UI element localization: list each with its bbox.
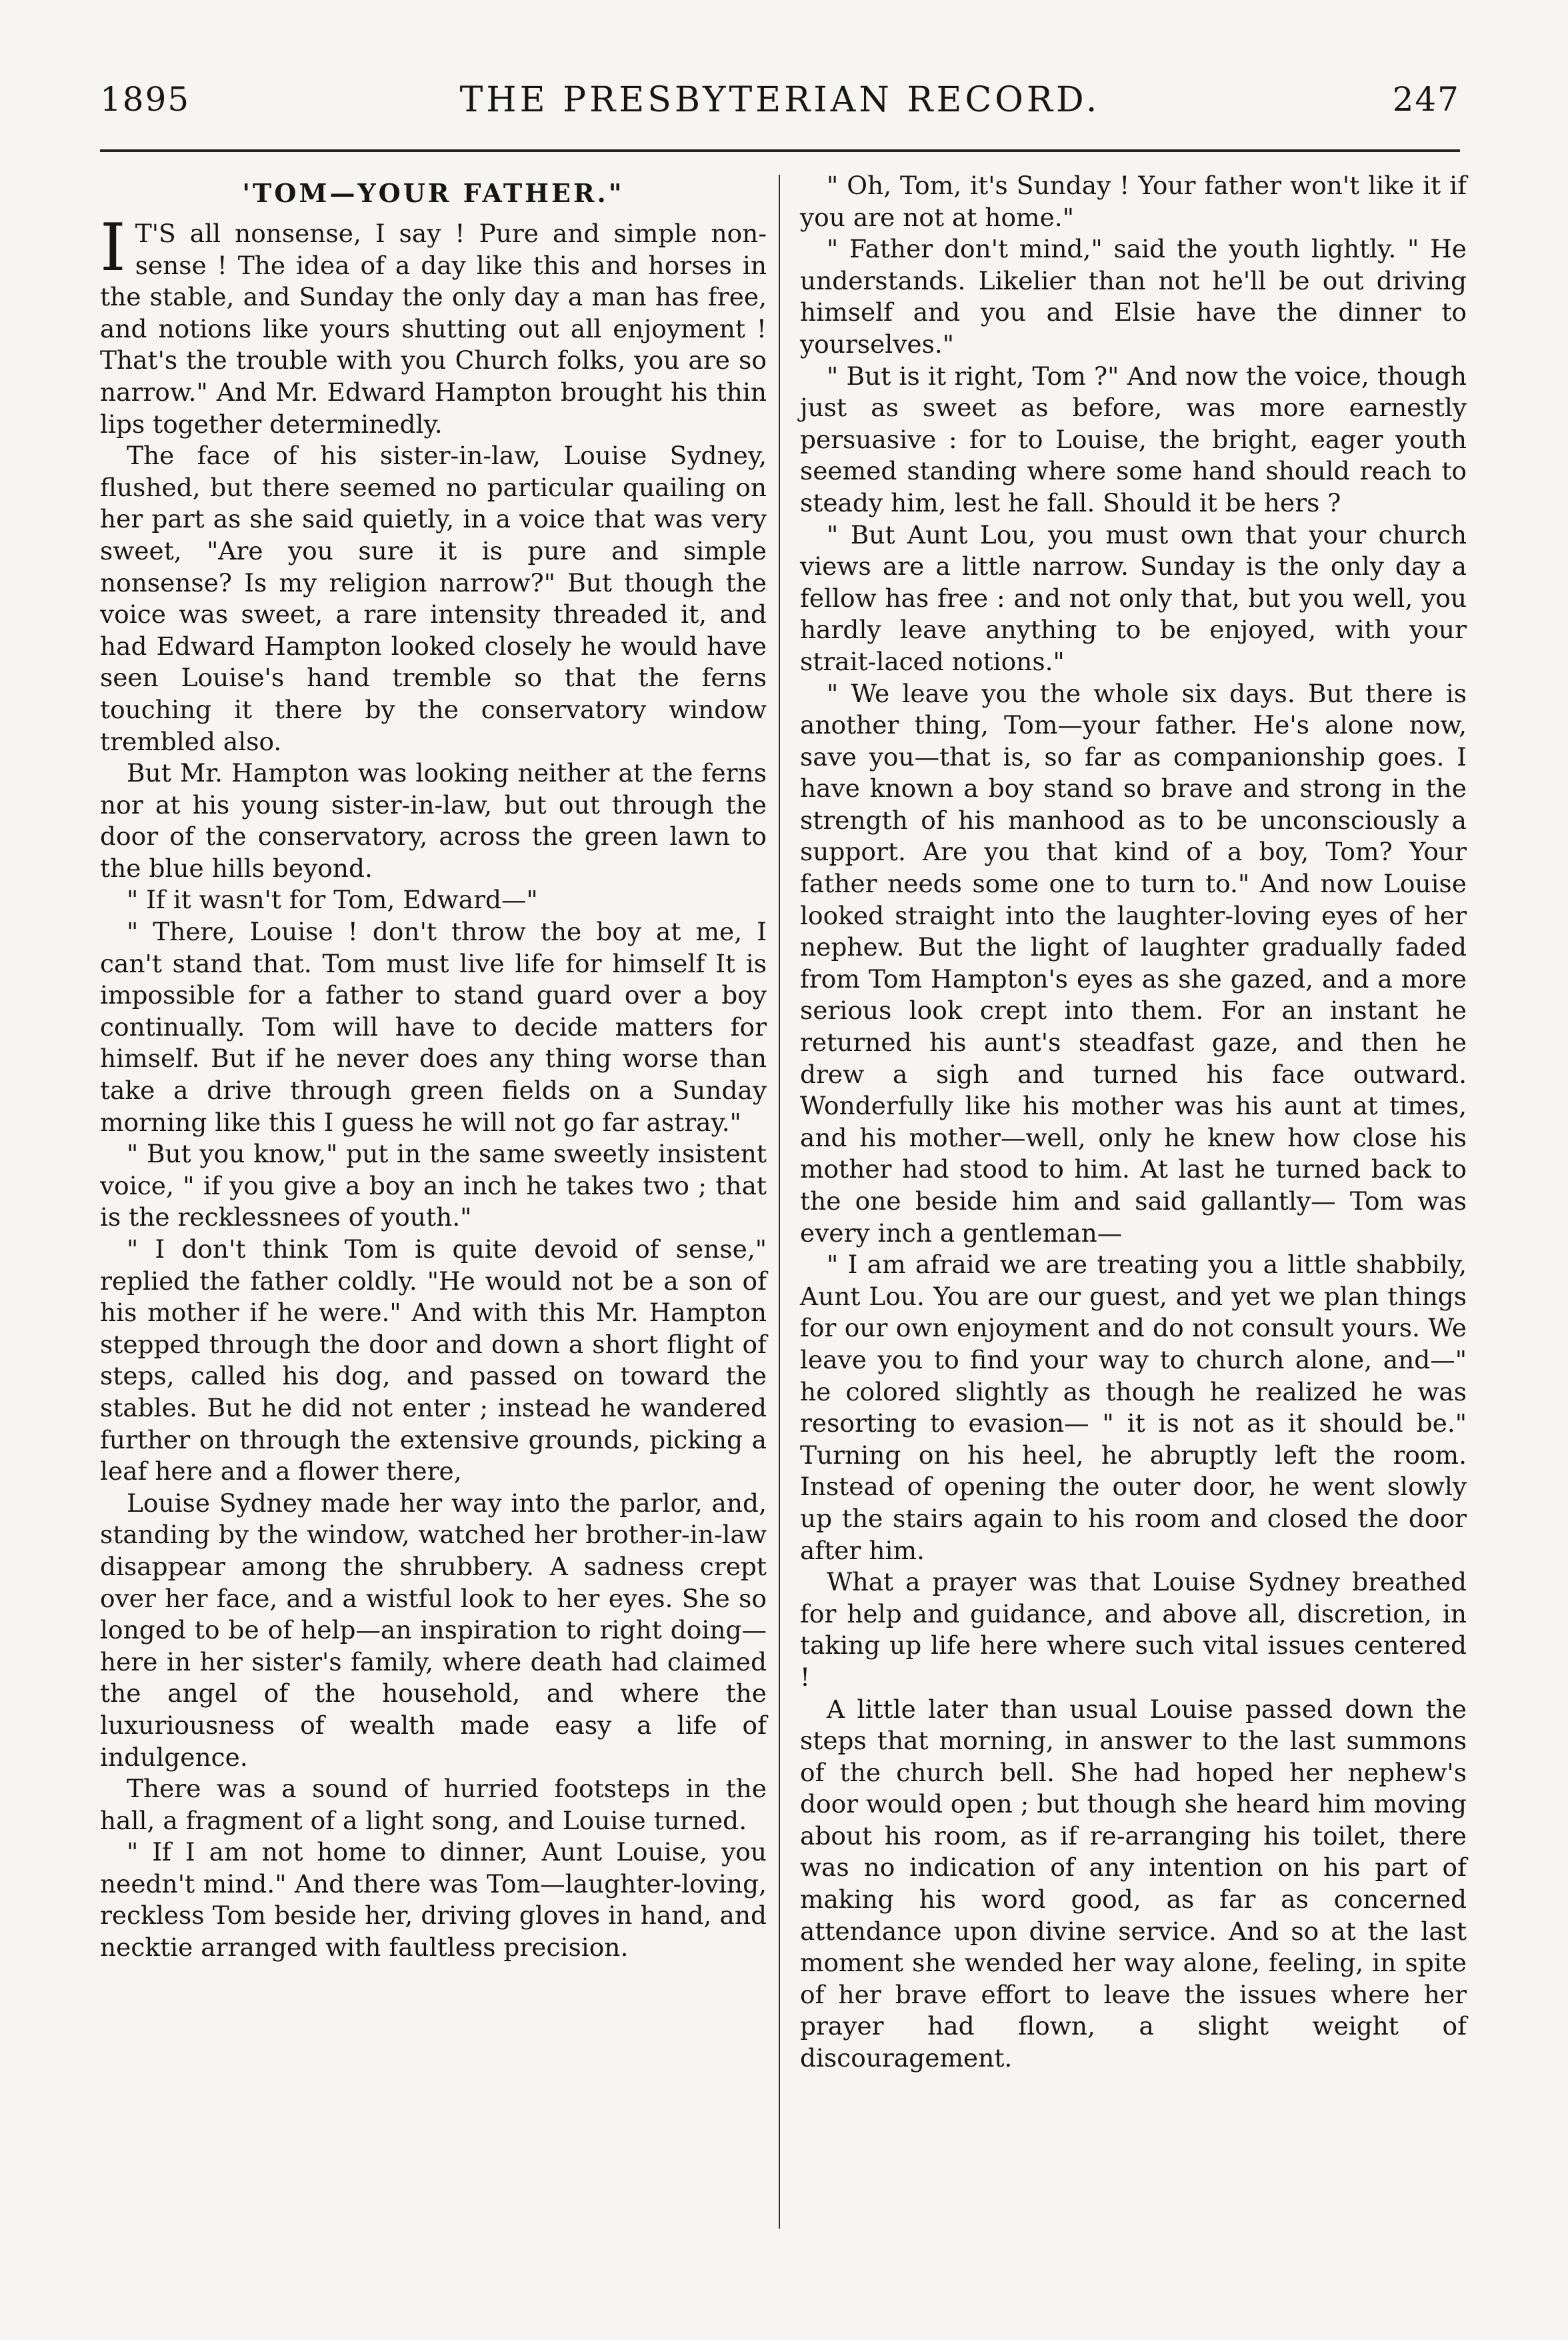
header-title: THE PRESBYTERIAN RECORD. [459, 80, 1101, 120]
paragraph: " Oh, Tom, it's Sunday ! Your father won't like it if you are not at home." [800, 171, 1467, 232]
article-title: 'TOM—YOUR FATHER." [242, 178, 625, 208]
paragraph: What a prayer was that Louise Sydney breathed for help and guidance, and above all, discretion, in taking up life here where such vital issues centered ! [800, 1567, 1467, 1692]
paragraph: " Father don't mind," said the youth lightly. " He understands. Likelier than not he'll be out driving himself and you and Elsie have the dinner to yourselves." [800, 234, 1467, 359]
paragraph: " If I am not home to dinner, Aunt Louise, you needn't mind." And there was Tom—laughter-loving, reckless Tom beside her, driving gloves in hand, and necktie arranged with faultless precision. [100, 1837, 767, 1963]
running-header [100, 80, 1460, 133]
right-column [800, 170, 1467, 2075]
paragraph: Louise Sydney made her way into the parlor, and, standing by the window, watched her brother-in-law disappear among the shrubbery. A sadness crept over her face, and a wistful look to her eyes. She so longed to be of help—an inspiration to right doing—here in her sister's family, where death had claimed the angel of the household, and where the luxuriousness of wealth made easy a life of indulgence. [100, 1488, 767, 1772]
paragraph: " I don't think Tom is quite devoid of sense," replied the father coldly. "He would not be a son of his mother if he were." And with this Mr. Hampton stepped through the door and down a short flight of steps, called his dog, and passed on toward the stables. But he did not enter ; instead he wandered further on through the extensive grounds, picking a leaf here and a flower there, [100, 1234, 767, 1486]
first-paragraph-text: T'S all nonsense, I say ! Pure and simple non-sense ! The idea of a day like this and horses in the stable, and Sunday the only day a man has free, and notions like yours shutting out all enjoyment ! That's the trouble with you Church folks, you are so narrow." And Mr. Edward Hampton brought his thin lips together determinedly. [100, 219, 767, 439]
header-rule [100, 149, 1460, 152]
header-page-number: 247 [1392, 80, 1460, 119]
paragraph: " But Aunt Lou, you must own that your church views are a little narrow. Sunday is the only day a fellow has free : and not only that, but you well, you hardly leave anything to be enjoyed, with your strait-laced notions." [800, 519, 1467, 676]
paragraph: " But you know," put in the same sweetly insistent voice, " if you give a boy an inch he takes two ; that is the recklessnees of youth." [100, 1139, 767, 1232]
header-year: 1895 [100, 80, 191, 119]
drop-cap: I [100, 210, 126, 286]
paragraph: A little later than usual Louise passed down the steps that morning, in answer to the last summons of the church bell. She had hoped her nephew's door would open ; but though she heard him moving about his room, as if re-arranging his toilet, there was no indication of any intention on his part of making his word good, as far as concerned attendance upon divine service. And so at the last moment she wended her way alone, feeling, in spite of her brave effort to leave the issues where her prayer had flown, a slight weight of discouragement. [800, 1694, 1467, 2073]
paragraph: But Mr. Hampton was looking neither at the ferns nor at his young sister-in-law, but out through the door of the conservatory, across the green lawn to the blue hills beyond. [100, 758, 767, 883]
paragraph: There was a sound of hurried footsteps in the hall, a fragment of a light song, and Louise turned. [100, 1774, 767, 1835]
first-paragraph [100, 210, 767, 440]
paragraph: " We leave you the whole six days. But there is another thing, Tom—your father. He's alone now, save you—that is, so far as companionship goes. I have known a boy stand so brave and strong in the strength of his manhood as to be unconsciously a support. Are you that kind of a boy, Tom? Your father needs some one to turn to." And now Louise looked straight into the laughter-loving eyes of her nephew. But the light of laughter gradually faded from Tom Hampton's eyes as she gazed, and a more serious look crept into them. For an instant he returned his aunt's steadfast gaze, and then he drew a sigh and turned his face outward. Wonderfully like his mother was his aunt at times, and his mother—well, only he knew how close his mother had stood to him. At last he turned back to the one beside him and said gallantly— Tom was every inch a gentleman— [800, 678, 1467, 1248]
paragraph: " If it wasn't for Tom, Edward—" [127, 885, 538, 915]
paragraph: " I am afraid we are treating you a little shabbily, Aunt Lou. You are our guest, and yet we plan things for our own enjoyment and do not consult yours. We leave you to find your way to church alone, and—" he colored slightly as though he realized he was resorting to evasion— " it is not as it should be." Turning on his heel, he abruptly left the room. Instead of opening the outer door, he went slowly up the stairs again to his room and closed the door after him. [800, 1250, 1467, 1565]
left-column [100, 170, 767, 1964]
column-divider [779, 175, 780, 2229]
paragraph: " But is it right, Tom ?" And now the voice, though just as sweet as before, was more earnestly persuasive : for to Louise, the bright, eager youth seemed standing where some hand should reach to steady him, lest he fall. Should it be hers ? [800, 361, 1467, 517]
paragraph: The face of his sister-in-law, Louise Sydney, flushed, but there seemed no particular quailing on her part as she said quietly, in a voice that was very sweet, "Are you sure it is pure and simple nonsense? Is my religion narrow?" But though the voice was sweet, a rare intensity threaded it, and had Edward Hampton looked closely he would have seen Louise's hand tremble so that the ferns touching it there by the conservatory window trembled also. [100, 441, 767, 756]
paragraph: " There, Louise ! don't throw the boy at me, I can't stand that. Tom must live life for himself It is impossible for a father to stand guard over a boy continually. Tom will have to decide matters for himself. But if he never does any thing worse than take a drive through green fields on a Sunday morning like this I guess he will not go far astray." [100, 917, 767, 1137]
